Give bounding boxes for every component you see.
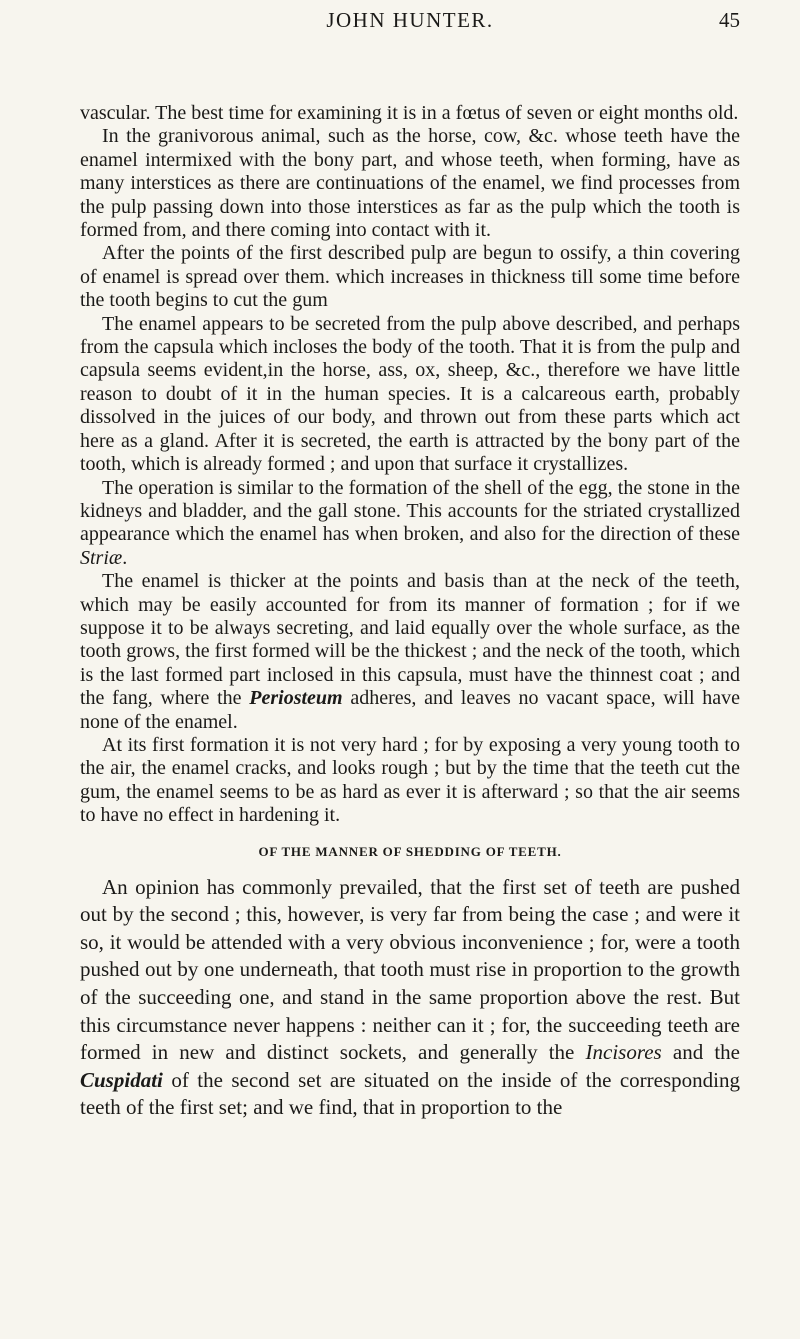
periosteum-after: adheres, and leaves no vacant space, will have none of the enamel. <box>80 687 740 733</box>
striae-text-before: The operation is similar to the formation of the shell of the egg, the stone in the kidneys and bladder, and the gall stone. This accounts for the striated crystallized appearance which the enamel has when broken, and also for the direction of these <box>80 476 740 546</box>
thicker-text: The enamel is thicker at the points and basis than at the neck of the teeth, which may be easily accounted for from its manner of formation ; for if we suppose it to be always secreting, and laid equally over the whole surface, as the tooth grows, the first formed will be the thickest ; and the neck of the tooth, which is the last formed part inclosed in this capsula, must have the thinnest coat ; and the fang, where the <box>80 570 740 710</box>
periosteum-italic: Periosteum <box>249 687 343 710</box>
body-text <box>80 102 740 1122</box>
cuspidati-italic: Cuspidati <box>80 1067 163 1092</box>
striae-text-after: . <box>122 546 128 569</box>
paragraph-vascular: vascular. The best time for examining it is in a fœtus of seven or eight months old. <box>80 102 739 124</box>
paragraph-enamel-covering: After the points of the first described pulp are begun to ossify, a thin covering of enamel is spread over them. which increases in thickness till some time before the tooth begins to cut the gum <box>80 242 740 312</box>
incisores-italic: Incisores <box>585 1040 662 1065</box>
paragraph-operation-similar <box>80 477 740 571</box>
running-head: JOHN HUNTER. <box>326 8 494 32</box>
paragraph-enamel-secreted: The enamel appears to be secreted from the pulp above described, and perhaps from the capsula which incloses the body of the tooth. That it is from the pulp and capsula seems evident,in the horse, ass, ox, sheep, &c., therefore we have little reason to doubt of it in the human species. It is a calcareous earth, probably dissolved in the juices of our body, and thrown out from these parts which act here as a gland. After it is secreted, the earth is attracted by the bony part of the tooth, which is already formed ; and upon that surface it crystallizes. <box>80 312 740 476</box>
paragraph-first-formation: At its first formation it is not very hard ; for by exposing a very young tooth to the air, the enamel cracks, and looks rough ; but by the time that the teeth cut the gum, the enamel seems to be as hard as ever it is afterward ; so that the air seems to have no effect in hardening it. <box>80 733 740 827</box>
paragraph-granivorous: In the granivorous animal, such as the horse, cow, &c. whose teeth have the enamel intermixed with the bony part, and whose teeth, when forming, have as many interstices as there are continuations of the enamel, we find processes from the pulp passing down into those interstices as far as the pulp which the tooth is formed from, and there coming into contact with it. <box>80 125 740 242</box>
shedding-text-before: An opinion has commonly prevailed, that the first set of teeth are pushed out by the second ; this, however, is very far from being the case ; and were it so, it would be attended with a very obvious inconvenience ; for, were a tooth pushed out by one underneath, that tooth must rise in proportion to the growth of the succeeding one, and stand in the same proportion above the rest. But this circumstance never happens : neither can it ; for, the succeeding teeth are formed in new and distinct sockets, and generally the <box>80 874 740 1065</box>
paragraph-shedding <box>80 874 740 1122</box>
section-heading: OF THE MANNER OF SHEDDING OF TEETH. <box>258 843 562 859</box>
page-number: 45 <box>719 8 740 32</box>
page-header <box>80 6 740 40</box>
striae-italic: Striæ <box>80 546 123 569</box>
shedding-text-middle: and the <box>661 1040 740 1065</box>
paragraph-enamel-thicker <box>80 570 740 734</box>
shedding-text-after: of the second set are situated on the inside of the corresponding teeth of the first set; and we find, that in proportion to the <box>80 1067 740 1120</box>
